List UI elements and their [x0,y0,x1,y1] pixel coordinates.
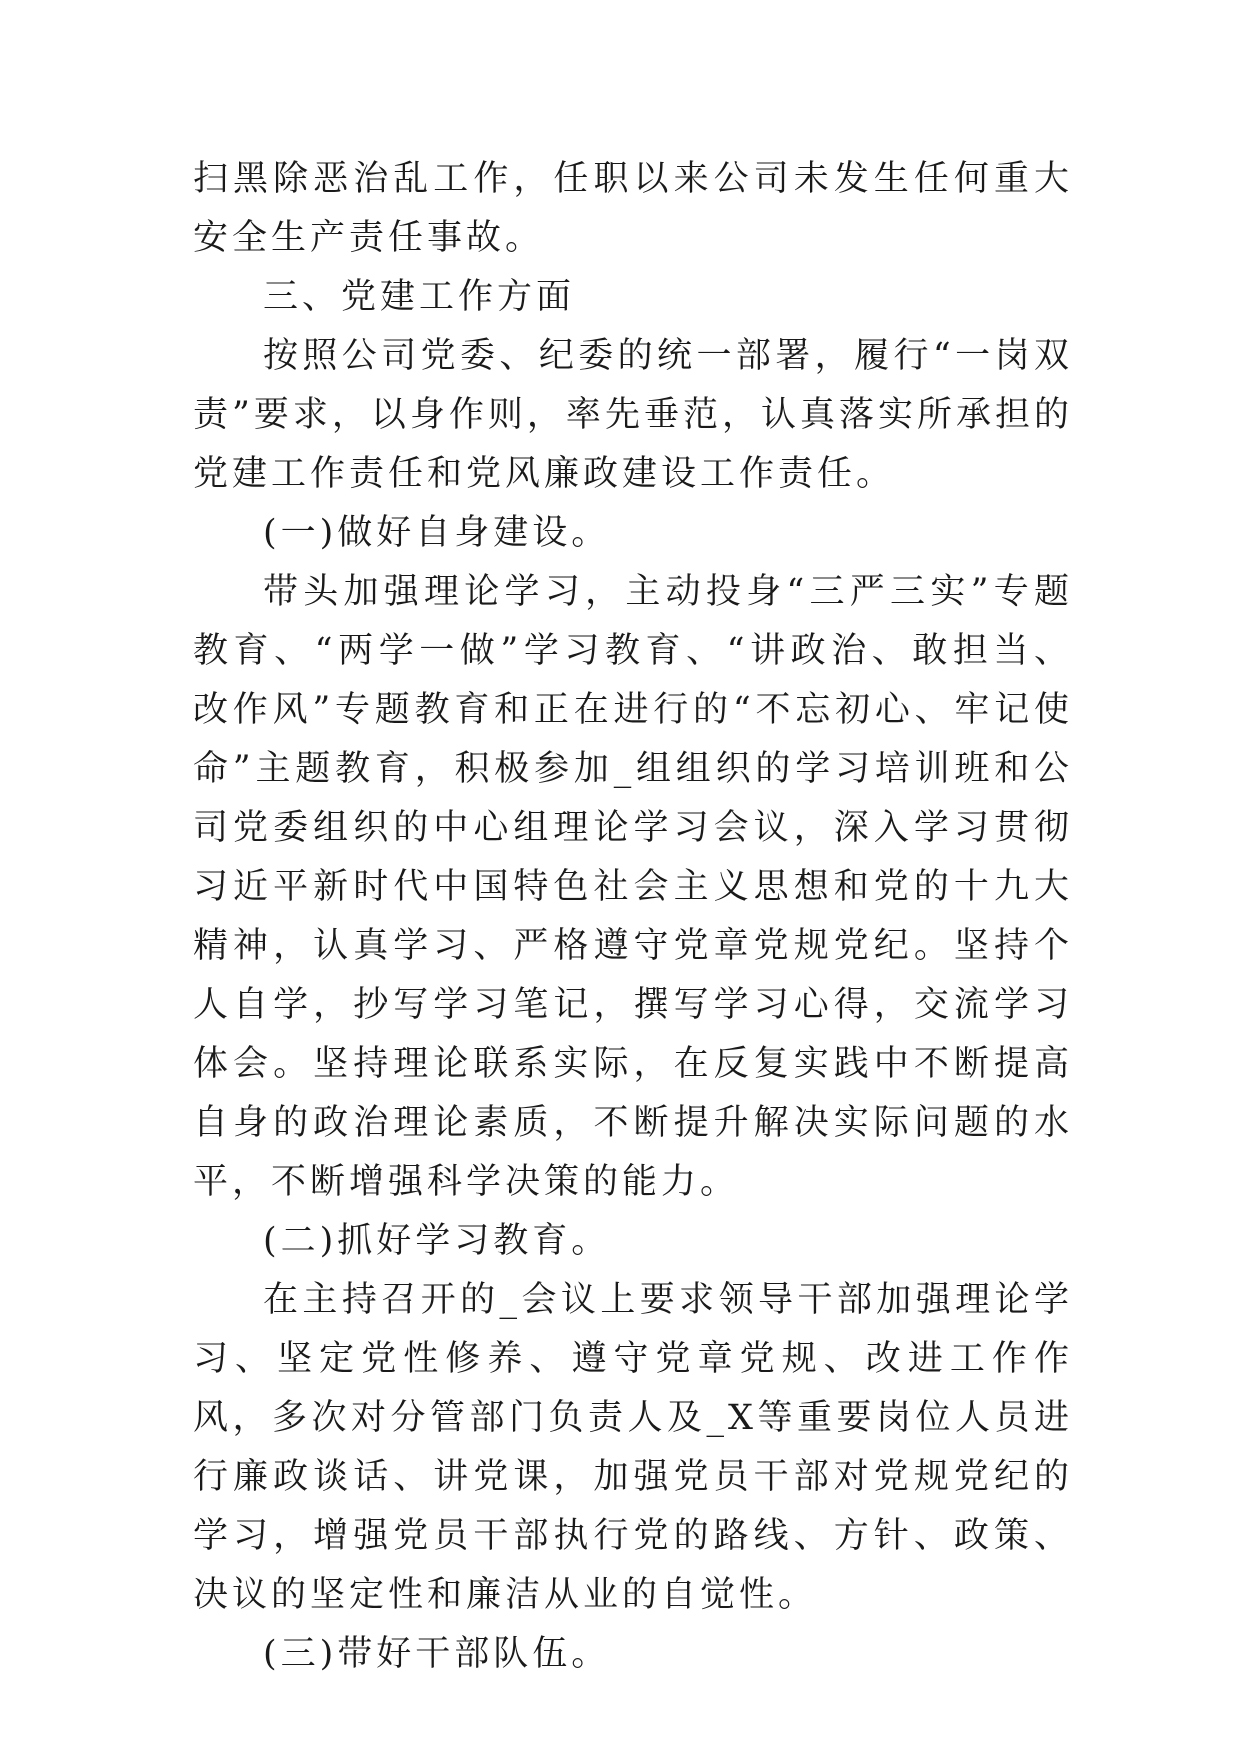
document-body [193,150,1073,1684]
paragraph: 按照公司党委、纪委的统一部署，履行“一岗双责”要求，以身作则，率先垂范，认真落实所承担的党建工作责任和党风廉政建设工作责任。 [193,336,1073,494]
subsection-heading: (二)抓好学习教育。 [263,1221,611,1261]
paragraph: 扫黑除恶治乱工作，任职以来公司未发生任何重大安全生产责任事故。 [193,159,1073,258]
subsection-heading: (三)带好干部队伍。 [263,1634,611,1674]
paragraph: 带头加强理论学习，主动投身“三严三实”专题教育、“两学一做”学习教育、“讲政治、敢担当、改作风”专题教育和正在进行的“不忘初心、牢记使命”主题教育，积极参加_组组织的学习培训班和公司党委组织的中心组理论学习会议，深入学习贯彻习近平新时代中国特色社会主义思想和党的十九大精神，认真学习、严格遵守党章党规党纪。坚持个人自学，抄写学习笔记，撰写学习心得，交流学习体会。坚持理论联系实际，在反复实践中不断提高自身的政治理论素质，不断提升解决实际问题的水平，不断增强科学决策的能力。 [193,572,1073,1202]
section-heading: 三、党建工作方面 [263,277,576,317]
subsection-heading: (一)做好自身建设。 [263,513,611,553]
paragraph: 在主持召开的_会议上要求领导干部加强理论学习、坚定党性修养、遵守党章党规、改进工作作风，多次对分管部门负责人及_X等重要岗位人员进行廉政谈话、讲党课，加强党员干部对党规党纪的学习，增强党员干部执行党的路线、方针、政策、决议的坚定性和廉洁从业的自觉性。 [193,1280,1073,1615]
